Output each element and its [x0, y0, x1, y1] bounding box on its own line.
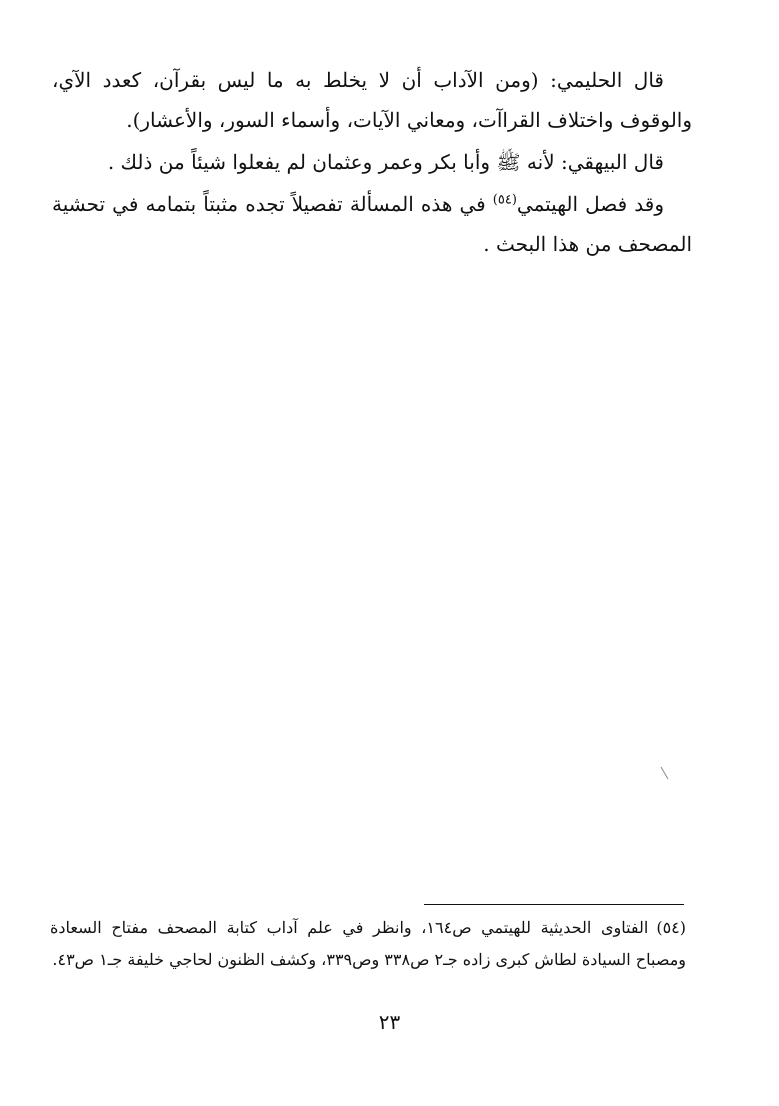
footnotes-block: [50, 912, 686, 976]
haytami-text-end: في هذه المسألة تفصيلاً تجده مثبتاً بتمامه في تحشية المصحف من هذا البحث .: [52, 192, 692, 256]
footnote-reference-54[interactable]: (٥٤): [492, 192, 517, 208]
footnote-separator-line: [424, 904, 684, 905]
scan-speck: [661, 767, 669, 780]
haytami-text-start: وقد فصل الهيتمي: [516, 192, 665, 216]
page-number: ٢٣: [378, 1010, 401, 1034]
paragraph-bayhaqi: قال البيهقي: لأنه ﷺ وأبا بكر وعمر وعثمان لم يفعلوا شيئاً من ذلك .: [107, 150, 664, 174]
footnote-text-54: الفتاوى الحديثية للهيتمي ص١٦٤، وانظر في علم آداب كتابة المصحف مفتاح السعادة ومصباح السيادة لطاش كبرى زاده جـ٢ ص٣٣٨ وص٣٣٩، وكشف الظنون لحاجي خليفة جـ١ ص٤٣.: [50, 918, 686, 969]
paragraph-haytami: [52, 184, 692, 264]
footnote-number-54: (٥٤): [656, 918, 686, 937]
footnote-54: [50, 912, 686, 976]
paragraph-halimi-quote: قال الحليمي: (ومن الآداب أن لا يخلط به ما ليس بقرآن، كعدد الآي، والوقوف واختلاف القراآت، ومعاني الآيات، وأسماء السور، والأعشار).: [52, 68, 692, 132]
main-text-block: [52, 60, 692, 266]
